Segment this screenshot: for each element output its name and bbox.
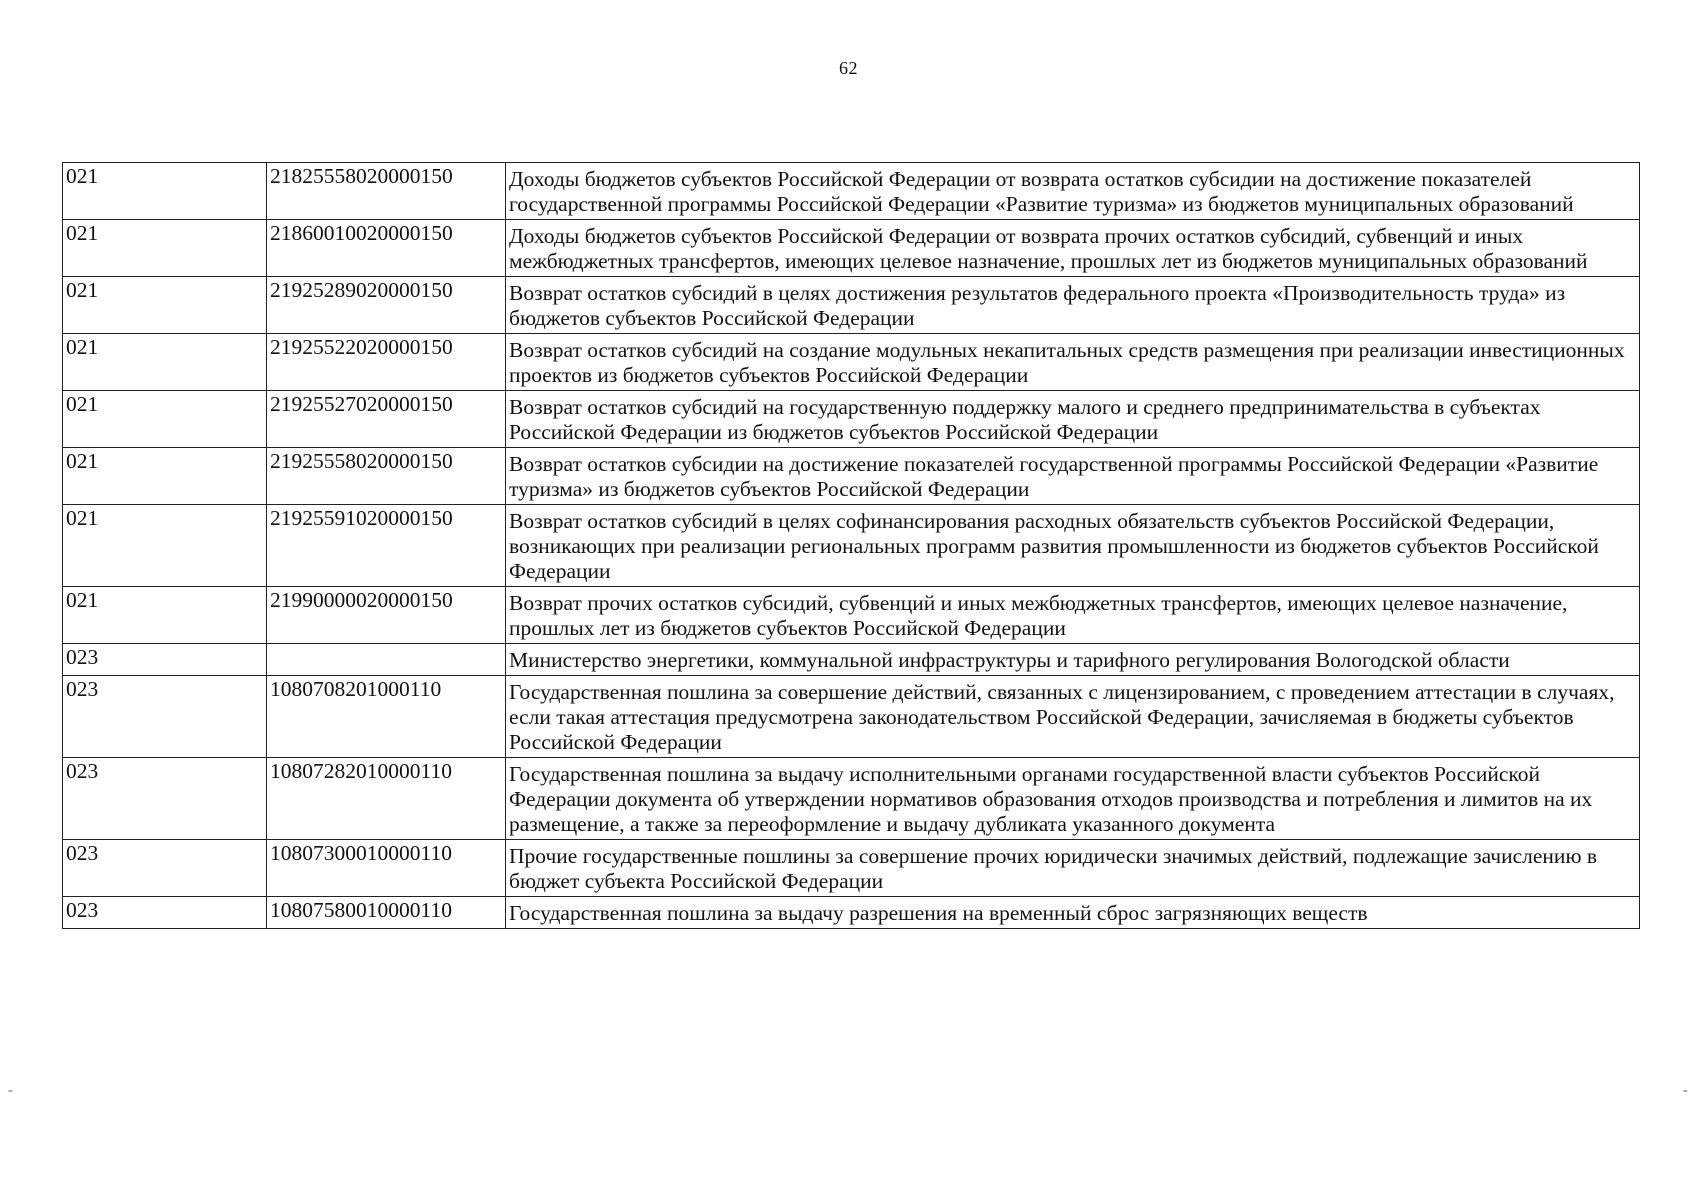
table-body — [63, 163, 1640, 929]
admin-code-cell: 021 — [63, 391, 267, 448]
budget-codes-table — [62, 162, 1640, 929]
income-name-cell: Возврат остатков субсидии на достижение показателей государственной программы Российской Федерации «Развитие туризма» из бюджетов субъектов Российской Федерации — [506, 448, 1640, 505]
table-row — [63, 448, 1640, 505]
budget-code-cell — [267, 644, 506, 676]
table-row — [63, 587, 1640, 644]
admin-code-cell: 021 — [63, 334, 267, 391]
budget-code-cell: 21925527020000150 — [267, 391, 506, 448]
table-row — [63, 897, 1640, 929]
income-name-cell: Возврат остатков субсидий на государственную поддержку малого и среднего предпринимательства в субъектах Российской Федерации из бюджетов субъектов Российской Федерации — [506, 391, 1640, 448]
income-name-cell: Министерство энергетики, коммунальной инфраструктуры и тарифного регулирования Вологодской области — [506, 644, 1640, 676]
table-row — [63, 758, 1640, 840]
budget-code-cell: 10807282010000110 — [267, 758, 506, 840]
income-name-cell: Возврат остатков субсидий в целях софинансирования расходных обязательств субъектов Российской Федерации, возникающих при реализации региональных программ развития промышленности из бюджетов субъектов Российской Федерации — [506, 505, 1640, 587]
budget-code-cell: 21990000020000150 — [267, 587, 506, 644]
table-row — [63, 676, 1640, 758]
budget-code-cell: 21860010020000150 — [267, 220, 506, 277]
admin-code-cell: 021 — [63, 587, 267, 644]
admin-code-cell: 023 — [63, 897, 267, 929]
admin-code-cell: 021 — [63, 505, 267, 587]
admin-code-cell: 023 — [63, 758, 267, 840]
income-name-cell: Государственная пошлина за выдачу исполнительными органами государственной власти субъектов Российской Федерации документа об утверждении нормативов образования отходов производства и потребления и лимитов на их размещение, а также за переоформление и выдачу дубликата указанного документа — [506, 758, 1640, 840]
budget-code-cell: 21925558020000150 — [267, 448, 506, 505]
budget-code-cell: 21925289020000150 — [267, 277, 506, 334]
table-row — [63, 163, 1640, 220]
admin-code-cell: 023 — [63, 676, 267, 758]
table-row — [63, 840, 1640, 897]
table-row — [63, 644, 1640, 676]
table-row — [63, 277, 1640, 334]
income-name-cell: Возврат остатков субсидий в целях достижения результатов федерального проекта «Производительность труда» из бюджетов субъектов Российской Федерации — [506, 277, 1640, 334]
table-row — [63, 334, 1640, 391]
admin-code-cell: 021 — [63, 163, 267, 220]
admin-code-cell: 023 — [63, 644, 267, 676]
admin-code-cell: 023 — [63, 840, 267, 897]
budget-code-cell: 10807580010000110 — [267, 897, 506, 929]
income-name-cell: Государственная пошлина за совершение действий, связанных с лицензированием, с проведением аттестации в случаях, если такая аттестация предусмотрена законодательством Российской Федерации, зачисляемая в бюджеты субъектов Российской Федерации — [506, 676, 1640, 758]
budget-code-cell: 21925522020000150 — [267, 334, 506, 391]
income-name-cell: Прочие государственные пошлины за совершение прочих юридически значимых действий, подлежащие зачислению в бюджет субъекта Российской Федерации — [506, 840, 1640, 897]
budget-code-cell: 10807300010000110 — [267, 840, 506, 897]
income-name-cell: Возврат остатков субсидий на создание модульных некапитальных средств размещения при реализации инвестиционных проектов из бюджетов субъектов Российской Федерации — [506, 334, 1640, 391]
admin-code-cell: 021 — [63, 277, 267, 334]
page-number: 62 — [839, 58, 858, 78]
admin-code-cell: 021 — [63, 448, 267, 505]
income-name-cell: Доходы бюджетов субъектов Российской Федерации от возврата остатков субсидии на достижение показателей государственной программы Российской Федерации «Развитие туризма» из бюджетов муниципальных образований — [506, 163, 1640, 220]
budget-code-cell: 1080708201000110 — [267, 676, 506, 758]
income-name-cell: Доходы бюджетов субъектов Российской Федерации от возврата прочих остатков субсидий, субвенций и иных межбюджетных трансфертов, имеющих целевое назначение, прошлых лет из бюджетов муниципальных образований — [506, 220, 1640, 277]
income-name-cell: Возврат прочих остатков субсидий, субвенций и иных межбюджетных трансфертов, имеющих целевое назначение, прошлых лет из бюджетов субъектов Российской Федерации — [506, 587, 1640, 644]
income-name-cell: Государственная пошлина за выдачу разрешения на временный сброс загрязняющих веществ — [506, 897, 1640, 929]
admin-code-cell: 021 — [63, 220, 267, 277]
table-row — [63, 391, 1640, 448]
table-row — [63, 220, 1640, 277]
scan-margin-mark-left: - — [8, 1083, 13, 1098]
budget-code-cell: 21825558020000150 — [267, 163, 506, 220]
table-row — [63, 505, 1640, 587]
scan-margin-mark-right: - — [1683, 1083, 1688, 1098]
budget-code-cell: 21925591020000150 — [267, 505, 506, 587]
